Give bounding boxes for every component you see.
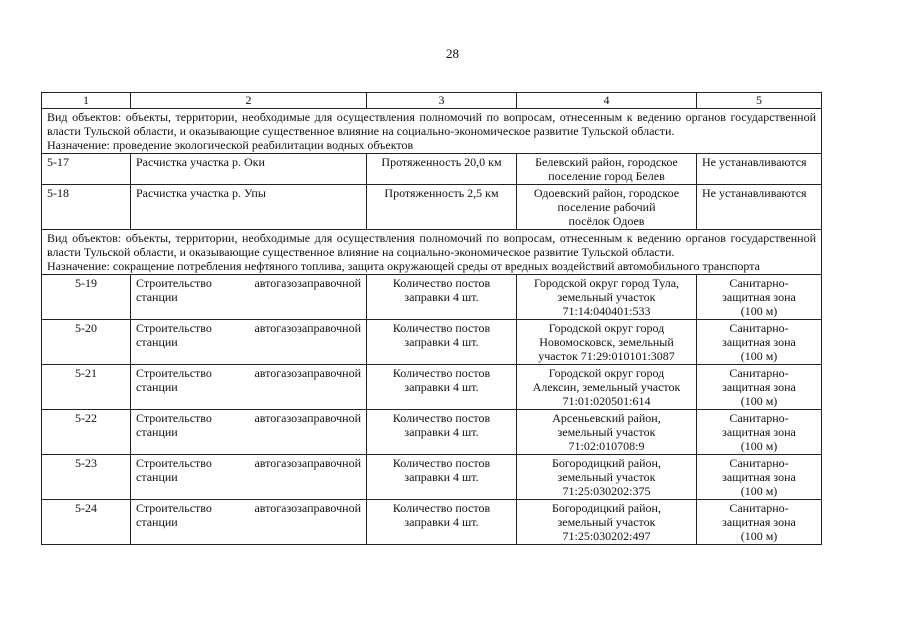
table-row — [42, 275, 822, 320]
location-line: 71:25:030202:497 — [562, 529, 651, 543]
row-name: Расчистка участка р. Оки — [131, 154, 367, 185]
column-header: 1 — [42, 93, 131, 109]
zone-line: защитная зона — [722, 380, 796, 394]
location-line: Городской округ город — [548, 366, 665, 380]
capacity-line: Количество постов — [392, 501, 491, 515]
location-line: Арсеньевский район, — [552, 411, 661, 425]
column-header: 2 — [131, 93, 367, 109]
name-part: Строительство — [136, 411, 212, 425]
name-part: автогазозаправочной — [254, 276, 361, 290]
location-line: Богородицкий район, — [552, 501, 661, 515]
location-line: Городской округ город — [548, 321, 665, 335]
location-line: земельный участок — [557, 470, 656, 484]
row-location — [517, 500, 697, 545]
row-zone — [697, 410, 822, 455]
zone-line: (100 м) — [740, 304, 778, 318]
zone-line: Санитарно- — [729, 321, 789, 335]
capacity-line: заправки 4 шт. — [404, 335, 479, 349]
row-capacity — [367, 275, 517, 320]
row-location — [517, 154, 697, 185]
row-id: 5-17 — [42, 154, 131, 185]
row-name — [131, 410, 367, 455]
table-header-row — [42, 93, 822, 109]
zone-line: Санитарно- — [729, 456, 789, 470]
row-name — [131, 455, 367, 500]
name-part: автогазозаправочной — [254, 411, 361, 425]
group-purpose: Назначение: сокращение потребления нефтяного топлива, защита окружающей среды от вредных воздействий автомобильного транспорта — [47, 259, 760, 273]
name-part: автогазозаправочной — [254, 501, 361, 515]
row-location — [517, 365, 697, 410]
zone-line: (100 м) — [740, 439, 778, 453]
location-line: земельный участок — [557, 515, 656, 529]
row-capacity: Протяженность 20,0 км — [367, 154, 517, 185]
location-line: Новомосковск, земельный — [539, 335, 674, 349]
zone-line: Санитарно- — [729, 501, 789, 515]
zone-line: защитная зона — [722, 470, 796, 484]
location-line: 71:01:020501:614 — [562, 394, 651, 408]
capacity-line: заправки 4 шт. — [404, 515, 479, 529]
name-part: станции — [136, 425, 178, 439]
column-header: 4 — [517, 93, 697, 109]
location-line: земельный участок — [557, 425, 656, 439]
row-capacity — [367, 365, 517, 410]
table-row — [42, 455, 822, 500]
capacity-line: заправки 4 шт. — [404, 380, 479, 394]
row-zone — [697, 320, 822, 365]
name-part: станции — [136, 380, 178, 394]
column-header: 3 — [367, 93, 517, 109]
table-row — [42, 500, 822, 545]
table-row — [42, 154, 822, 185]
name-part: станции — [136, 470, 178, 484]
column-header: 5 — [697, 93, 822, 109]
location-line: 71:02:010708:9 — [568, 439, 645, 453]
zone-line: (100 м) — [740, 529, 778, 543]
location-line: 71:25:030202:375 — [562, 484, 651, 498]
objects-table — [41, 92, 822, 545]
row-capacity — [367, 410, 517, 455]
row-id: 5-19 — [42, 275, 131, 320]
name-part: Строительство — [136, 321, 212, 335]
row-zone — [697, 455, 822, 500]
row-capacity — [367, 500, 517, 545]
location-line: Алексин, земельный участок — [532, 380, 681, 394]
group-description: Вид объектов: объекты, территории, необходимые для осуществления полномочий по вопросам, отнесенным к ведению органов государственной власти Тульской области, и оказывающие существенное влияние на социально-экономическое развитие Тульской области. — [47, 110, 816, 138]
row-location — [517, 455, 697, 500]
capacity-line: Количество постов — [392, 321, 491, 335]
row-name: Расчистка участка р. Упы — [131, 185, 367, 230]
row-capacity — [367, 320, 517, 365]
group-header-row — [42, 230, 822, 275]
location-line: поселение рабочий — [557, 200, 656, 214]
row-name — [131, 275, 367, 320]
group-header-row — [42, 109, 822, 154]
name-part: Строительство — [136, 456, 212, 470]
location-line: земельный участок — [557, 290, 656, 304]
capacity-line: заправки 4 шт. — [404, 290, 479, 304]
table-row — [42, 410, 822, 455]
capacity-line: Количество постов — [392, 276, 491, 290]
name-part: Строительство — [136, 366, 212, 380]
name-part: станции — [136, 515, 178, 529]
zone-line: Санитарно- — [729, 276, 789, 290]
zone-line: защитная зона — [722, 515, 796, 529]
name-part: автогазозаправочной — [254, 366, 361, 380]
row-name — [131, 320, 367, 365]
row-zone — [697, 275, 822, 320]
name-part: Строительство — [136, 276, 212, 290]
row-id: 5-20 — [42, 320, 131, 365]
location-line: Городской округ город Тула, — [533, 276, 680, 290]
row-id: 5-24 — [42, 500, 131, 545]
zone-line: Санитарно- — [729, 366, 789, 380]
table-row — [42, 320, 822, 365]
group-purpose: Назначение: проведение экологической реабилитации водных объектов — [47, 138, 414, 152]
location-line: Белевский район, городское — [535, 155, 678, 169]
page-number: 28 — [446, 46, 459, 61]
name-part: станции — [136, 290, 178, 304]
zone-line: защитная зона — [722, 290, 796, 304]
location-line: поселение город Белев — [548, 169, 665, 183]
location-line: Одоевский район, городское — [533, 186, 680, 200]
capacity-line: заправки 4 шт. — [404, 470, 479, 484]
capacity-line: Количество постов — [392, 456, 491, 470]
row-location — [517, 275, 697, 320]
name-part: автогазозаправочной — [254, 321, 361, 335]
row-location — [517, 185, 697, 230]
zone-line: защитная зона — [722, 335, 796, 349]
zone-line: защитная зона — [722, 425, 796, 439]
row-location — [517, 320, 697, 365]
location-line: участок 71:29:010101:3087 — [538, 349, 675, 363]
capacity-line: Количество постов — [392, 366, 491, 380]
zone-line: Санитарно- — [729, 411, 789, 425]
capacity-line: заправки 4 шт. — [404, 425, 479, 439]
row-zone: Не устанавливаются — [697, 185, 822, 230]
zone-line: (100 м) — [740, 484, 778, 498]
zone-line: (100 м) — [740, 349, 778, 363]
row-id: 5-21 — [42, 365, 131, 410]
zone-line: (100 м) — [740, 394, 778, 408]
row-id: 5-22 — [42, 410, 131, 455]
location-line: Богородицкий район, — [552, 456, 661, 470]
group-description: Вид объектов: объекты, территории, необходимые для осуществления полномочий по вопросам, отнесенным к ведению органов государственной власти Тульской области, и оказывающие существенное влияние на социально-экономическое развитие Тульской области. — [47, 231, 816, 259]
row-id: 5-18 — [42, 185, 131, 230]
name-part: автогазозаправочной — [254, 456, 361, 470]
table-row — [42, 185, 822, 230]
name-part: Строительство — [136, 501, 212, 515]
location-line: посёлок Одоев — [568, 214, 645, 228]
location-line: 71:14:040401:533 — [562, 304, 651, 318]
row-zone: Не устанавливаются — [697, 154, 822, 185]
table-row — [42, 365, 822, 410]
row-name — [131, 500, 367, 545]
row-location — [517, 410, 697, 455]
row-capacity: Протяженность 2,5 км — [367, 185, 517, 230]
row-name — [131, 365, 367, 410]
row-capacity — [367, 455, 517, 500]
row-zone — [697, 500, 822, 545]
name-part: станции — [136, 335, 178, 349]
capacity-line: Количество постов — [392, 411, 491, 425]
row-id: 5-23 — [42, 455, 131, 500]
row-zone — [697, 365, 822, 410]
